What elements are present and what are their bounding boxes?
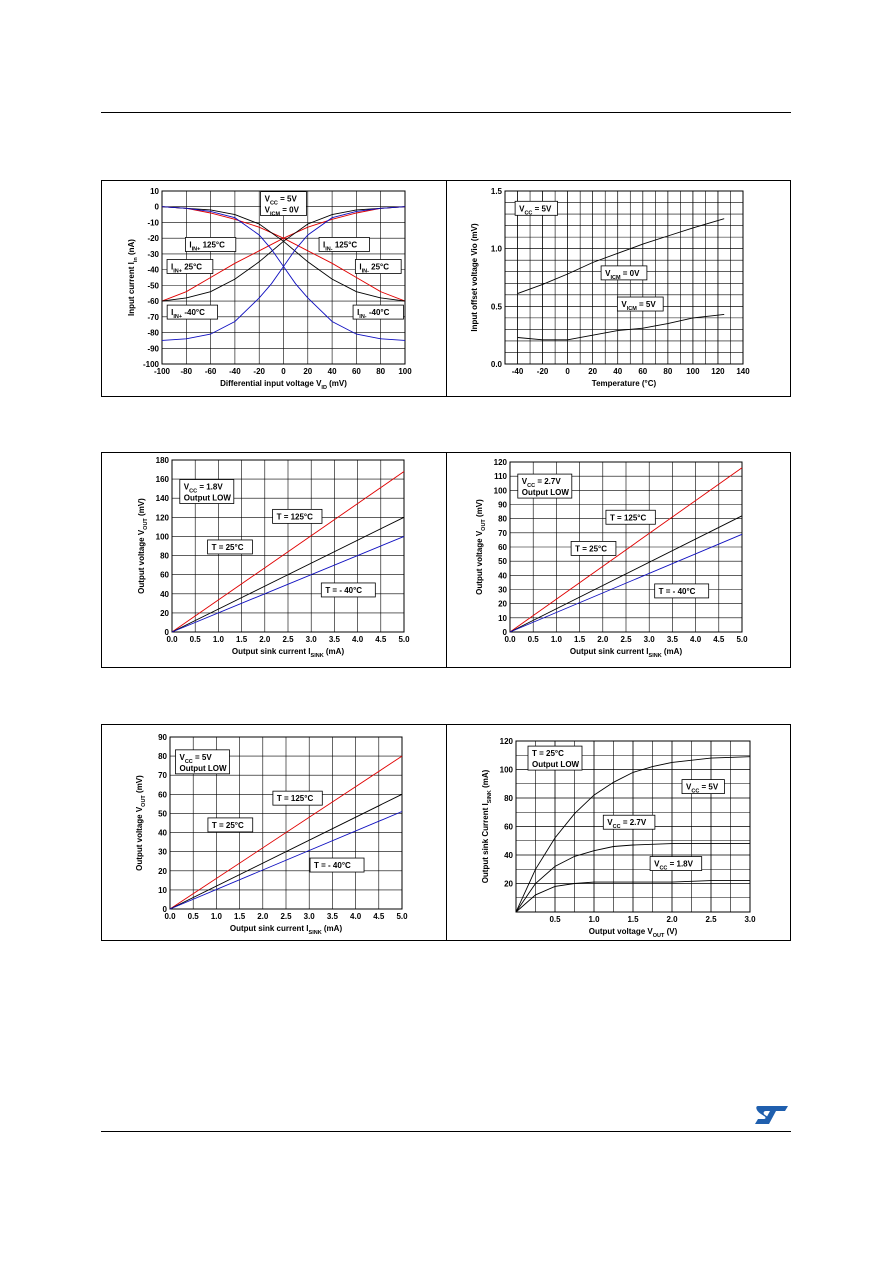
x-axis-label-part: SINK xyxy=(308,930,322,936)
annotation-label-part: IN+ xyxy=(191,246,201,253)
annotation-label-part: CC xyxy=(189,488,198,495)
annotation-label-part: 125°C xyxy=(332,240,358,250)
x-tick-label: 60 xyxy=(638,367,648,376)
annotation-label-part: = 1.8V xyxy=(197,482,223,492)
y-axis-label-part: Input offset voltage Vio (mV) xyxy=(470,223,479,332)
y-tick-label: 100 xyxy=(499,765,513,775)
annotation-label-part: Output LOW xyxy=(521,488,569,498)
y-tick-label: -100 xyxy=(142,360,159,369)
x-axis-label-part: ID xyxy=(321,385,327,391)
x-tick-label: 1.0 xyxy=(212,635,224,644)
annotation-label-part: I xyxy=(189,240,192,250)
y-tick-label: 80 xyxy=(504,794,513,803)
y-axis-label-part: (mV) xyxy=(475,499,484,520)
x-tick-label: 40 xyxy=(613,367,623,376)
y-axis-label-part: (mA) xyxy=(481,769,490,791)
y-tick-label: 80 xyxy=(160,551,169,561)
x-tick-label: -20 xyxy=(253,367,265,376)
y-tick-label: 50 xyxy=(158,809,167,819)
x-tick-label: 3.0 xyxy=(744,915,756,924)
x-tick-label: 4.5 xyxy=(713,635,725,644)
annotation-label xyxy=(532,749,564,758)
x-tick-label: 60 xyxy=(351,367,361,376)
x-tick-label: 2.5 xyxy=(280,912,292,921)
y-tick-label: 60 xyxy=(158,790,167,800)
annotation-label xyxy=(659,587,696,596)
x-axis-label-part: SINK xyxy=(648,653,662,659)
annotation-label-part: V xyxy=(654,859,660,869)
y-tick-label: 180 xyxy=(155,456,169,465)
annotation-label-part: Output LOW xyxy=(532,760,580,770)
y-tick-label: 1.0 xyxy=(490,244,502,254)
y-tick-label: 1.5 xyxy=(490,187,502,196)
x-tick-label: 5.0 xyxy=(398,635,410,644)
annotation-label-part: V xyxy=(519,204,525,214)
y-tick-label: 160 xyxy=(155,475,169,485)
y-tick-label: 70 xyxy=(498,528,507,538)
x-tick-label: 0.5 xyxy=(189,635,201,644)
y-tick-label: -30 xyxy=(147,249,159,259)
chart-2 xyxy=(470,187,750,388)
y-tick-label: 20 xyxy=(498,599,507,609)
y-tick-label: 10 xyxy=(158,885,167,895)
annotation-label-part: T = - 40°C xyxy=(325,585,363,595)
y-tick-label: -50 xyxy=(147,281,159,291)
y-tick-label: 0 xyxy=(162,905,167,914)
x-axis-label-part: (V) xyxy=(664,927,678,936)
annotation-label-part: V xyxy=(264,194,270,204)
annotation-label-part: CC xyxy=(612,824,621,831)
y-tick-label: -80 xyxy=(147,328,159,338)
annotation-label-part: T = 125°C xyxy=(276,794,314,804)
y-tick-label: -40 xyxy=(147,265,159,275)
annotation-label-part: = 2.7V xyxy=(620,818,647,828)
annotation-label-part: T = 25°C xyxy=(211,542,244,552)
annotation-label-part: = 5V xyxy=(532,204,552,214)
annotation-label-part: = 1.8V xyxy=(667,859,693,869)
y-axis-label-part: Input current I xyxy=(127,262,136,316)
x-axis-label-part: (mA) xyxy=(661,647,683,656)
x-axis-label xyxy=(220,379,347,391)
y-tick-label: 110 xyxy=(494,472,507,482)
y-tick-label: 120 xyxy=(155,513,169,523)
y-tick-label: 30 xyxy=(158,847,167,857)
annotation-label-part: IN- xyxy=(361,268,369,275)
chart-3 xyxy=(137,456,410,659)
annotation-label-part: 125°C xyxy=(200,240,225,250)
y-tick-label: 50 xyxy=(498,557,507,567)
x-tick-label: -80 xyxy=(180,367,193,376)
annotation-label-part: CC xyxy=(524,210,533,217)
x-tick-label: 140 xyxy=(736,367,750,376)
y-tick-label: 40 xyxy=(498,571,507,581)
x-tick-label: 100 xyxy=(686,367,700,376)
annotation-label xyxy=(522,488,570,497)
chart-6 xyxy=(481,737,756,939)
x-tick-label: 3.5 xyxy=(328,635,340,644)
y-axis-label-part: Output voltage V xyxy=(135,806,144,871)
x-tick-label: -40 xyxy=(511,367,524,376)
y-tick-label: 60 xyxy=(498,543,507,552)
x-tick-label: 3.0 xyxy=(643,635,655,644)
x-tick-label: 3.5 xyxy=(666,635,678,644)
y-tick-label: 0 xyxy=(164,628,169,637)
x-axis-label-part: Temperature (°C) xyxy=(591,379,657,388)
chart-4 xyxy=(475,458,748,659)
x-tick-label: 4.0 xyxy=(350,912,362,921)
annotation-label-part: I xyxy=(357,308,360,318)
annotation-label-part: = 0V xyxy=(280,205,299,215)
annotation-label-part: V xyxy=(183,482,190,492)
annotation-label-part: = 5V xyxy=(277,194,297,204)
x-tick-label: 20 xyxy=(588,367,598,376)
y-axis-label-part: OUT xyxy=(481,519,487,531)
x-tick-label: 2.5 xyxy=(705,915,717,924)
x-tick-label: 1.5 xyxy=(236,635,248,644)
annotation-label-part: IN- xyxy=(359,314,367,321)
y-tick-label: 140 xyxy=(155,494,169,504)
annotation-label-part: V xyxy=(264,205,270,215)
y-axis-label-part: Output voltage V xyxy=(475,530,484,595)
x-tick-label: -20 xyxy=(536,367,549,376)
chart-5 xyxy=(135,733,408,936)
x-tick-label: 4.0 xyxy=(690,635,702,644)
x-tick-label: 0.5 xyxy=(549,915,561,924)
annotation-label-part: IN+ xyxy=(173,314,183,321)
x-tick-label: -40 xyxy=(229,367,241,376)
y-tick-label: 20 xyxy=(160,608,169,618)
annotation-label-part: 25°C xyxy=(181,262,203,272)
x-tick-label: 0.0 xyxy=(164,912,176,921)
annotation-label-part: ICM xyxy=(626,306,637,313)
x-tick-label: 1.5 xyxy=(627,915,639,924)
x-tick-label: 0.0 xyxy=(504,635,516,644)
x-axis-label-part: (mA) xyxy=(323,647,345,656)
x-tick-label: 0.0 xyxy=(166,635,178,644)
y-tick-label: 40 xyxy=(504,851,513,860)
x-tick-label: 3.5 xyxy=(326,912,338,921)
x-tick-label: 20 xyxy=(303,367,313,376)
y-tick-label: -20 xyxy=(147,234,159,244)
y-axis-label-part: in xyxy=(133,257,139,263)
annotation-label-part: T = 25°C xyxy=(211,820,244,830)
x-tick-label: 1.0 xyxy=(550,635,562,644)
y-tick-label: 60 xyxy=(160,570,169,580)
annotation-label-part: I xyxy=(171,262,174,272)
annotation-label xyxy=(575,544,607,553)
x-tick-label: 2.5 xyxy=(620,635,632,644)
y-axis-label xyxy=(481,769,493,883)
y-tick-label: -10 xyxy=(147,218,159,228)
y-tick-label: 0.5 xyxy=(490,302,502,312)
annotation-label xyxy=(314,861,351,870)
x-axis-label-part: Output sink current I xyxy=(569,647,649,656)
y-tick-label: 80 xyxy=(158,752,167,762)
x-tick-label: 80 xyxy=(376,367,386,376)
annotation-label-part: CC xyxy=(527,483,536,490)
y-axis-label-part: SINK xyxy=(487,790,493,804)
annotation-label xyxy=(277,512,314,521)
x-axis-label xyxy=(232,647,345,659)
x-axis-label xyxy=(592,379,657,388)
annotation-label-part: CC xyxy=(659,865,668,872)
y-axis-label-part: OUT xyxy=(143,518,149,530)
y-tick-label: -70 xyxy=(147,312,159,322)
y-axis-label xyxy=(475,499,487,595)
annotation-label-part: = 5V xyxy=(192,752,212,762)
x-tick-label: 120 xyxy=(711,367,725,376)
x-tick-label: 0.5 xyxy=(527,635,539,644)
x-tick-label: 2.0 xyxy=(259,635,271,644)
y-axis-label-part: (mV) xyxy=(135,775,144,796)
series-line xyxy=(518,314,725,339)
x-axis-label xyxy=(589,927,678,939)
annotation-label-part: T = - 40°C xyxy=(314,861,351,871)
annotation-label-part: 25°C xyxy=(368,262,390,272)
y-tick-label: 70 xyxy=(158,771,167,781)
y-tick-label: 100 xyxy=(493,486,507,496)
annotation-label-part: IN- xyxy=(325,246,333,253)
annotation-label-part: CC xyxy=(269,200,278,207)
x-tick-label: 1.0 xyxy=(210,912,222,921)
annotation-label-part: V xyxy=(521,477,528,487)
x-tick-label: 0 xyxy=(565,367,570,376)
x-axis-label xyxy=(570,647,683,659)
annotation-label xyxy=(532,760,580,769)
x-tick-label: 1.5 xyxy=(234,912,246,921)
y-axis-label-part: OUT xyxy=(141,795,147,807)
annotation-label-part: V xyxy=(686,782,692,792)
annotation-label-part: ICM xyxy=(610,274,621,281)
st-logo xyxy=(754,1102,790,1126)
annotation-label-part: I xyxy=(323,240,326,250)
x-tick-label: 2.0 xyxy=(257,912,269,921)
annotation-label xyxy=(610,513,647,522)
annotation-label-part: V xyxy=(621,300,627,310)
x-tick-label: 4.5 xyxy=(373,912,385,921)
x-tick-label: 4.0 xyxy=(352,635,364,644)
annotation-label-part: I xyxy=(359,262,362,272)
x-axis-label-part: Output sink current I xyxy=(229,924,309,933)
x-tick-label: 100 xyxy=(398,367,412,376)
x-tick-label: 0 xyxy=(281,367,286,376)
y-tick-label: 0.0 xyxy=(490,360,502,369)
annotation-label-part: V xyxy=(605,268,611,278)
chart-1 xyxy=(127,187,412,391)
y-tick-label: 40 xyxy=(160,589,169,599)
x-tick-label: 3.0 xyxy=(305,635,317,644)
y-axis-label xyxy=(137,498,149,594)
y-tick-label: 0 xyxy=(154,202,159,212)
y-tick-label: 120 xyxy=(499,737,513,746)
x-tick-label: 2.0 xyxy=(597,635,609,644)
annotation-label-part: -40°C xyxy=(366,308,390,318)
y-tick-label: 80 xyxy=(498,514,507,524)
annotation-label-part: I xyxy=(171,308,174,318)
y-tick-label: -90 xyxy=(147,344,159,354)
annotation-label-part: CC xyxy=(184,758,193,765)
y-tick-label: -60 xyxy=(147,297,159,307)
annotation-label-part: = 5V xyxy=(636,300,656,310)
annotation-label-part: -40°C xyxy=(182,308,205,318)
y-axis-label-part: (nA) xyxy=(127,239,136,258)
x-axis-label-part: Output voltage V xyxy=(588,927,653,936)
annotation-label-part: V xyxy=(607,818,613,828)
y-tick-label: 10 xyxy=(150,187,159,196)
x-axis-label-part: Output sink current I xyxy=(231,647,311,656)
annotation-label-part: Output LOW xyxy=(183,493,231,503)
y-tick-label: 0 xyxy=(502,628,507,637)
annotation-label xyxy=(212,543,244,552)
annotation-label-part: = 5V xyxy=(699,782,719,792)
y-axis-label-part: (mV) xyxy=(137,498,146,519)
footer-rule xyxy=(101,1131,791,1132)
y-axis-label xyxy=(127,239,139,316)
annotation-label-part: T = 25°C xyxy=(532,749,564,759)
x-axis-label xyxy=(230,924,343,936)
y-tick-label: 120 xyxy=(493,458,507,467)
annotation-label-part: Output LOW xyxy=(179,763,227,773)
x-tick-label: 3.0 xyxy=(303,912,315,921)
series-line xyxy=(518,219,725,294)
y-axis-label-part: Output sink Current I xyxy=(481,803,490,884)
x-tick-label: 4.5 xyxy=(375,635,387,644)
y-axis-label-part: Output voltage V xyxy=(137,529,146,594)
y-tick-label: 10 xyxy=(498,613,507,623)
x-tick-label: 80 xyxy=(663,367,673,376)
annotation-label-part: CC xyxy=(691,788,700,795)
annotation-label xyxy=(179,764,227,773)
x-tick-label: 1.0 xyxy=(588,915,600,924)
x-axis-label-part: (mV) xyxy=(326,379,347,388)
annotation-label xyxy=(277,794,314,803)
annotation-label xyxy=(325,586,362,595)
annotation-label-part: T = 125°C xyxy=(609,513,647,523)
y-tick-label: 90 xyxy=(158,733,167,742)
y-tick-label: 20 xyxy=(158,866,167,876)
annotation-label-part: V xyxy=(179,752,185,762)
x-axis-label-part: SINK xyxy=(310,653,324,659)
annotation-label-part: = 2.7V xyxy=(535,477,561,487)
y-axis-label xyxy=(135,775,147,871)
y-tick-label: 20 xyxy=(504,879,513,889)
x-tick-label: 0.5 xyxy=(187,912,199,921)
annotation-label-part: T = 125°C xyxy=(276,512,313,522)
x-tick-label: 40 xyxy=(327,367,337,376)
y-axis-label xyxy=(470,223,479,332)
annotation-label-part: = 0V xyxy=(620,268,640,278)
x-tick-label: -60 xyxy=(204,367,217,376)
annotation-label xyxy=(212,821,244,830)
annotation-label-part: T = 25°C xyxy=(575,544,608,554)
x-tick-label: 1.5 xyxy=(574,635,586,644)
y-tick-label: 40 xyxy=(158,828,167,838)
y-tick-label: 60 xyxy=(504,822,513,832)
x-tick-label: -100 xyxy=(153,367,171,376)
x-tick-label: 5.0 xyxy=(736,635,748,644)
x-axis-label-part: (mA) xyxy=(321,924,343,933)
annotation-label-part: IN+ xyxy=(173,268,182,275)
y-tick-label: 90 xyxy=(498,500,507,510)
y-tick-label: 100 xyxy=(155,532,169,542)
x-axis-label-part: OUT xyxy=(652,933,665,939)
annotation-label-part: ICM xyxy=(269,211,281,218)
annotation-label-part: T = - 40°C xyxy=(658,586,696,596)
x-tick-label: 2.0 xyxy=(666,915,678,924)
x-axis-label-part: Differential input voltage V xyxy=(220,379,322,388)
x-tick-label: 5.0 xyxy=(396,912,408,921)
annotation-label xyxy=(184,494,232,503)
y-tick-label: 30 xyxy=(498,585,507,595)
x-tick-label: 2.5 xyxy=(282,635,294,644)
